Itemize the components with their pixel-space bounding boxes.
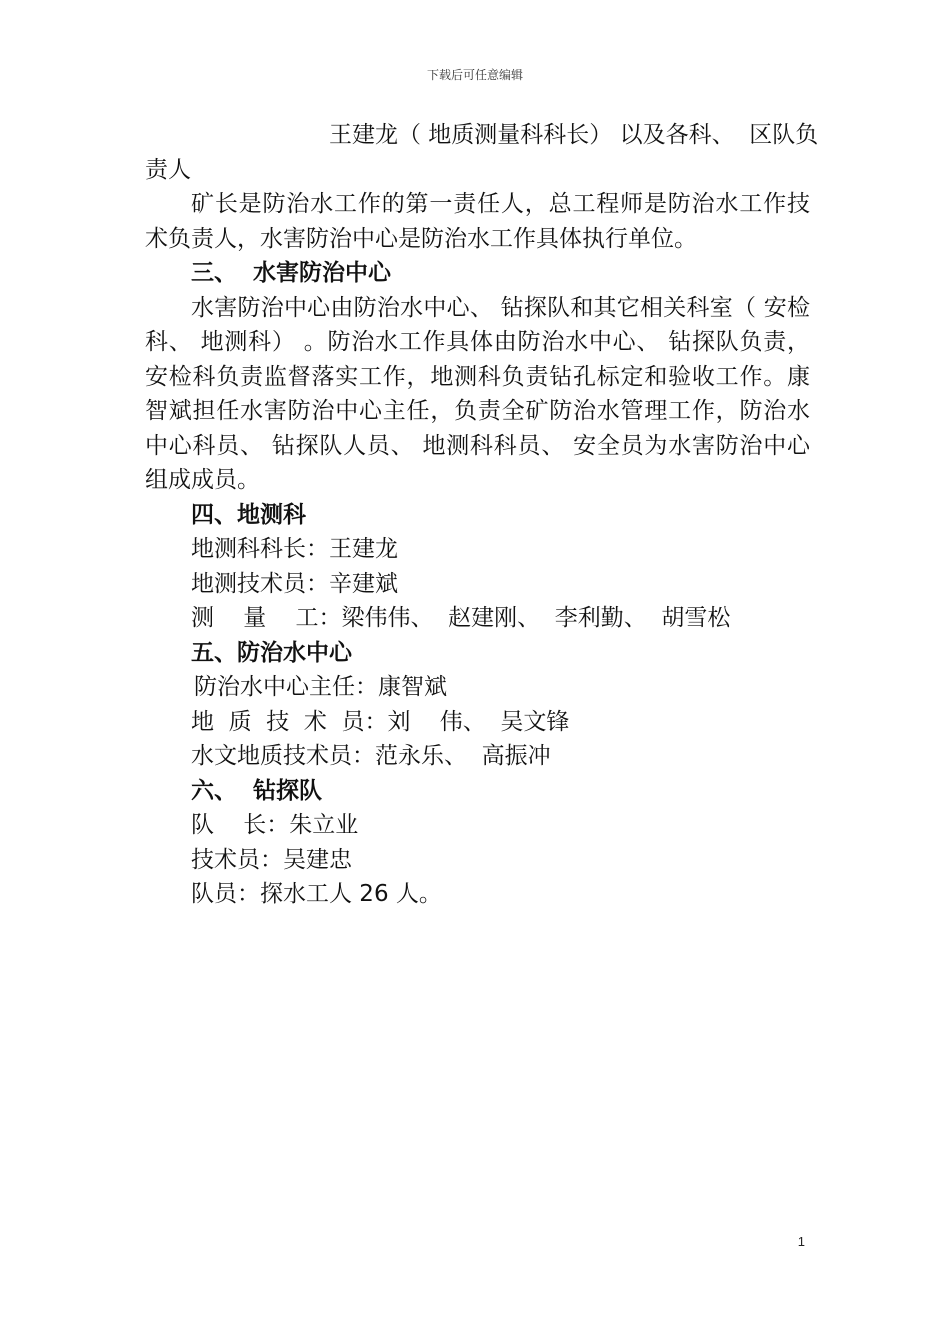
section-heading-6: 六、 钻探队 bbox=[191, 777, 323, 804]
paragraph-1-line-2: 责人 bbox=[145, 156, 191, 183]
section-heading-4: 四、地测科 bbox=[191, 501, 306, 528]
paragraph-1-line-1: 王建龙（ 地质测量科科长） 以及各科、 区队负 bbox=[329, 122, 819, 148]
section-heading-3: 三、 水害防治中心 bbox=[191, 260, 392, 286]
geology-technicians-line: 地 质 技 术 员：刘 伟、 吴文锋 bbox=[191, 708, 570, 735]
page-number: 1 bbox=[797, 1234, 805, 1249]
team-leader-line: 队 长：朱立业 bbox=[191, 812, 359, 838]
team-technician-line: 技术员：吴建忠 bbox=[191, 846, 352, 873]
surveyors-line: 测 量 工：梁伟伟、 赵建刚、 李利勤、 胡雪松 bbox=[191, 605, 731, 631]
paragraph-2: 矿长是防治水工作的第一责任人，总工程师是防治水工作技术负责人，水害防治中心是防治水工作具体执行单位。 bbox=[145, 191, 810, 252]
paragraph-3: 水害防治中心由防治水中心、 钻探队和其它相关科室（ 安检科、 地测科） 。防治水工作具体由防治水中心、 钻探队负责，安检科负责监督落实工作，地测科负责钻孔标定和验收工作。康智斌担任水害防治中心主任，负责全矿防治水管理工作，防治水中心科员、 钻探队人员、 地测科科员、 安全员为水害防治中心组成成员。 bbox=[145, 294, 810, 493]
survey-chief-line: 地测科科长：王建龙 bbox=[191, 536, 398, 562]
survey-technician-line: 地测技术员：辛建斌 bbox=[191, 570, 398, 597]
document-body bbox=[145, 118, 819, 912]
hydrogeology-technicians-line: 水文地质技术员：范永乐、 高振冲 bbox=[191, 743, 551, 769]
page-header: 下载后可任意编辑 bbox=[426, 68, 523, 82]
team-members-line: 队员：探水工人 26 人。 bbox=[191, 881, 442, 907]
water-center-director-line: 防治水中心主任：康智斌 bbox=[194, 674, 447, 700]
section-heading-5: 五、防治水中心 bbox=[191, 639, 352, 666]
